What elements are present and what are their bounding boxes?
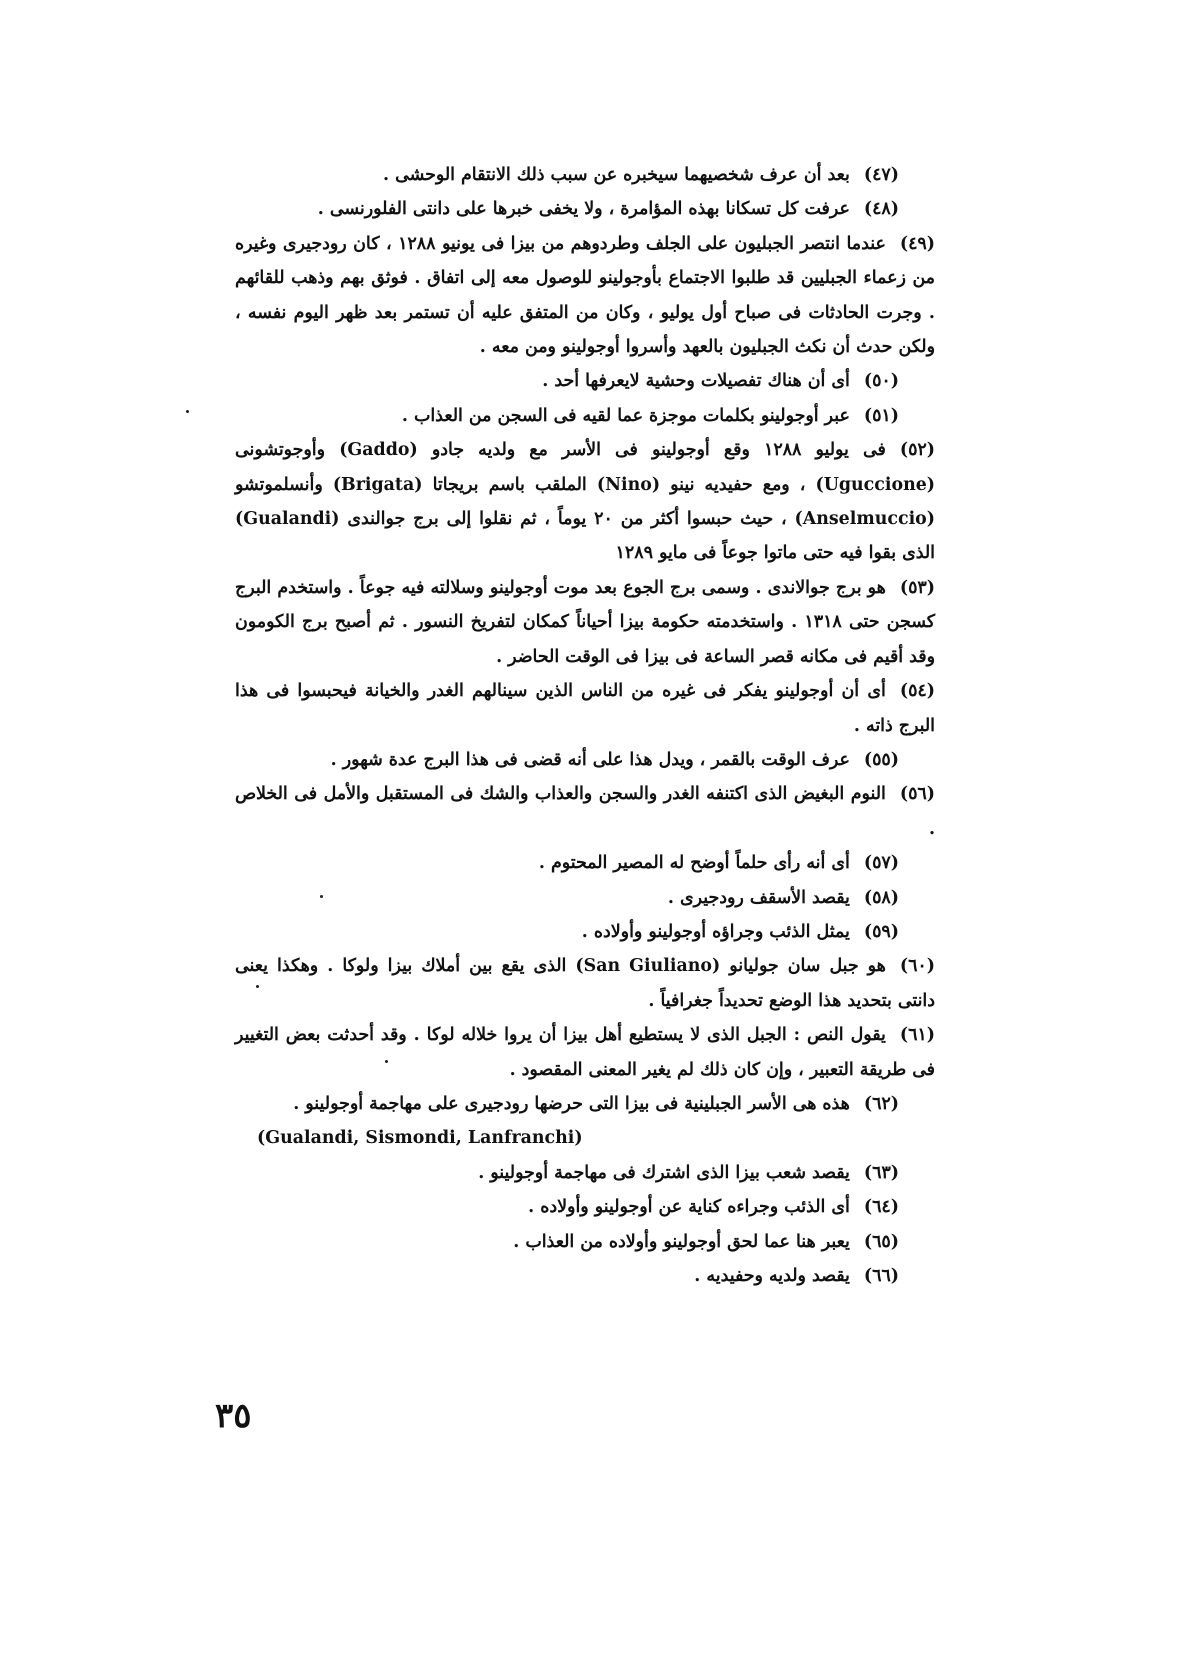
latin-family-names: (Gualandi, Sismondi, Lanfranchi) [257,1128,583,1149]
footnote-text: أى أن أوجولينو يفكر فى غيره من الناس الذين سينالهم الغدر والخيانة فيحبسوا فى هذا البرج ذاته . [235,681,935,736]
footnote-64 [235,1190,935,1224]
footnote-text-part: فى يوليو ١٢٨٨ وقع أوجولينو فى الأسر مع ولديه جادو [431,440,886,461]
footnote-number: (٥٢) [899,440,935,461]
footnote-50 [235,364,935,398]
footnote-51 [235,399,935,433]
footnote-number: (٥٥) [863,749,899,770]
footnote-text: أى أنه رأى حلماً أوضح له المصير المحتوم . [538,853,850,874]
footnote-text: النوم البغيض الذى اكتنفه الغدر والسجن والعذاب والشك فى المستقبل والأمل فى الخلاص . [235,784,935,839]
footnote-number: (٤٨) [863,199,899,220]
scan-speck [320,895,323,898]
footnote-text: أى أن هناك تفصيلات وحشية لايعرفها أحد . [542,371,850,392]
scan-speck [186,410,189,413]
latin-name: (San Giuliano) [575,956,721,977]
footnote-number: (٦٤) [863,1197,899,1218]
footnote-text: أى الذئب وجراءه كناية عن أوجولينو وأولاده . [528,1197,850,1218]
footnote-number: (٤٩) [899,233,935,254]
latin-name: (Gualandi) [235,509,340,530]
footnote-61 [235,1018,935,1087]
footnote-55 [235,743,935,777]
footnote-56 [235,777,935,846]
footnote-text-part: وأوجوتشونى [235,440,326,461]
footnote-number: (٥٠) [863,371,899,392]
footnote-49 [235,227,935,365]
footnote-text: يعبر هنا عما لحق أوجولينو وأولاده من العذاب . [513,1231,850,1252]
footnote-number: (٦٢) [863,1093,899,1114]
footnote-number: (٥٨) [863,887,899,908]
footnote-number: (٥٦) [899,784,935,805]
latin-name: (Nino) [596,474,661,495]
footnote-47 [235,158,935,192]
footnote-57 [235,846,935,880]
footnote-text: عندما انتصر الجبليون على الجلف وطردوهم من بيزا فى يونيو ١٢٨٨ ، كان رودجيرى وغيره من زعماء الجبليين قد طلبوا الاجتماع بأوجولينو للوصول معه إلى اتفاق . فوثق بهم وذهب للقائهم . وجرت الحادثات فى صباح أول يوليو ، وكان من المتفق عليه أن تستمر بعد ظهر اليوم نفسه ، ولكن حدث أن نكث الجبليون بالعهد وأسروا أوجولينو ومن معه . [235,233,935,358]
footnote-text-part: وأنسلموتشو [235,474,323,495]
footnote-number: (٥٧) [863,853,899,874]
footnote-number: (٦١) [899,1025,935,1046]
footnote-number: (٦٥) [863,1231,899,1252]
footnote-number: (٥٣) [899,577,935,598]
scan-speck [385,1060,388,1063]
footnote-text: عرف الوقت بالقمر ، ويدل هذا على أنه قضى فى هذا البرج عدة شهور . [330,749,850,770]
footnote-text-part: ، حيث حبسوا أكثر من ٢٠ يوماً ، ثم نقلوا إلى برج جوالندى [347,509,787,530]
footnote-63 [235,1156,935,1190]
latin-name: (Anselmuccio) [794,509,935,530]
footnote-text: بعد أن عرف شخصيهما سيخبره عن سبب ذلك الانتقام الوحشى . [383,165,850,185]
latin-name: (Uguccione) [815,474,936,495]
page-number: ٣٥ [215,1396,252,1436]
footnote-text: عبر أوجولينو بكلمات موجزة عما لقيه فى السجن من العذاب . [401,405,850,426]
footnote-text-part: الملقب باسم بريجاتا [432,474,587,495]
footnote-text: يقصد الأسقف رودجيرى . [667,887,850,908]
footnote-number: (٤٧) [863,165,899,185]
footnote-60 [235,949,935,1018]
footnote-59 [235,915,935,949]
footnote-number: (٦٣) [863,1162,899,1183]
footnote-62 [235,1087,935,1121]
footnotes-list [235,158,935,1293]
scan-speck [256,985,259,988]
footnote-text-part: ، ومع حفيديه نينو [670,474,806,495]
latin-name: (Gaddo) [339,440,418,461]
footnote-text: يقصد شعب بيزا الذى اشترك فى مهاجمة أوجولينو . [478,1162,850,1183]
footnote-text: يقول النص : الجبل الذى لا يستطيع أهل بيزا أن يروا خلاله لوكا . وقد أحدثت بعض التغيير فى طريقة التعبير ، وإن كان ذلك لم يغير المعنى المقصود . [235,1025,935,1080]
latin-name: (Brigata) [332,474,423,495]
footnote-65 [235,1225,935,1259]
footnote-number: (٦٦) [863,1266,899,1286]
footnote-text: هو برج جوالاندى . وسمى برج الجوع بعد موت أوجولينو وسلالته فيه جوعاً . واستخدم البرج كسجن حتى ١٣١٨ . واستخدمته حكومة بيزا أحياناً كمكان لتفريخ النسور . ثم أصبح برج الكومون وقد أقيم فى مكانه قصر الساعة فى بيزا فى الوقت الحاضر . [235,577,935,667]
footnote-number: (٥٩) [863,921,899,942]
footnote-58 [235,881,935,915]
footnote-text-part: الذى بقوا فيه حتى ماتوا جوعاً فى مايو ١٢٨٩ [615,543,935,564]
footnote-text: عرفت كل تسكانا بهذه المؤامرة ، ولا يخفى خبرها على دانتى الفلورنسى . [317,199,850,220]
footnote-number: (٦٠) [899,956,935,977]
footnote-53 [235,571,935,674]
footnote-text: هذه هى الأسر الجبلينية فى بيزا التى حرضها رودجيرى على مهاجمة أوجولينو . [293,1093,850,1114]
footnote-text: يقصد ولديه وحفيديه . [694,1266,850,1286]
footnote-48 [235,192,935,226]
footnote-66 [235,1259,935,1293]
footnote-52 [235,433,935,571]
footnote-number: (٥١) [863,405,899,426]
footnote-number: (٥٤) [899,681,935,702]
footnote-text: يمثل الذئب وجراؤه أوجولينو وأولاده . [581,921,850,942]
footnote-text-part: هو جبل سان جوليانو [729,956,886,977]
footnote-text-part: الذى يقع بين أملاك بيزا ولوكا . وهكذا يعنى دانتى بتحديد هذا الوضع تحديداً جغرافياً . [235,956,935,1011]
footnote-54 [235,674,935,743]
